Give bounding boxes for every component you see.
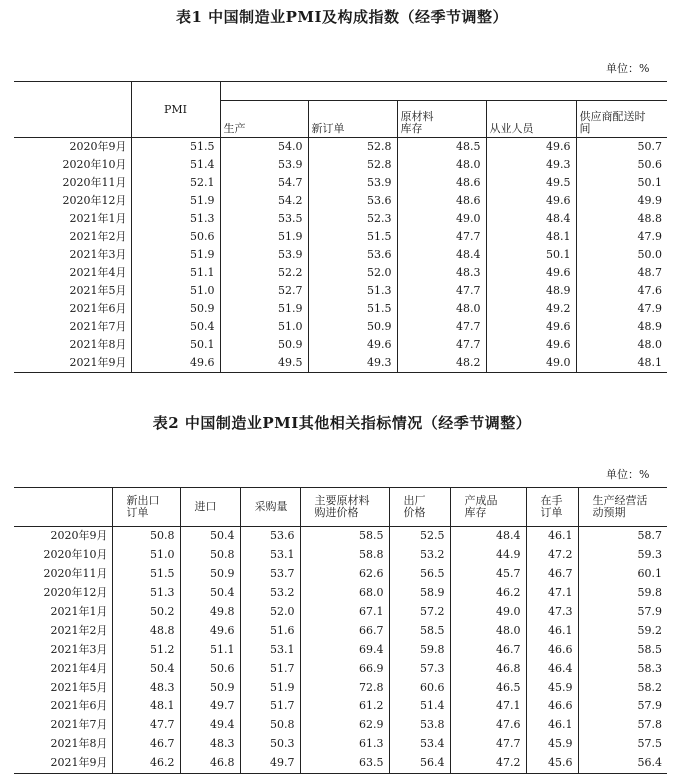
table-cell: 59.8: [578, 584, 667, 603]
table-cell: 48.1: [576, 354, 667, 373]
table-cell: 62.9: [300, 716, 389, 735]
table-cell: 49.6: [486, 264, 576, 282]
table-cell: 51.0: [112, 546, 180, 565]
table-row: [14, 210, 667, 228]
table-cell: 51.1: [131, 264, 220, 282]
column-header: 产成品 库存: [450, 488, 526, 527]
table-cell: 51.6: [240, 621, 300, 640]
table-cell: 52.7: [220, 282, 308, 300]
table-cell: 51.9: [220, 300, 308, 318]
table-cell: 62.6: [300, 565, 389, 584]
table-cell: 46.1: [526, 527, 578, 546]
table-cell: 52.8: [308, 156, 397, 174]
row-date: 2021年6月: [50, 699, 108, 713]
date-header: [14, 488, 112, 527]
supplier-delivery-header: 供应商配送时 间: [576, 101, 667, 138]
table-cell: 50.9: [220, 336, 308, 354]
table-cell: 46.6: [526, 697, 578, 716]
table-cell: 48.6: [397, 174, 486, 192]
table-cell: 51.5: [112, 565, 180, 584]
column-header: 出厂 价格: [389, 488, 450, 527]
table-cell: 53.7: [240, 565, 300, 584]
table-cell: 48.0: [397, 156, 486, 174]
table-cell: 58.2: [578, 678, 667, 697]
table-cell: 52.0: [308, 264, 397, 282]
table-cell: 68.0: [300, 584, 389, 603]
table-cell: 44.9: [450, 546, 526, 565]
date-header: [14, 82, 131, 138]
row-date: 2020年10月: [62, 158, 127, 171]
table-row: [14, 336, 667, 354]
table-cell: 66.7: [300, 621, 389, 640]
table-cell: 51.7: [240, 659, 300, 678]
column-header: 新出口 订单: [112, 488, 180, 527]
table-row: [14, 228, 667, 246]
table-cell: 53.2: [389, 546, 450, 565]
table-row: [14, 603, 667, 622]
table-cell: 50.2: [112, 603, 180, 622]
table-cell: 50.1: [131, 336, 220, 354]
table-row: [14, 697, 667, 716]
table-cell: 49.0: [397, 210, 486, 228]
table-cell: 50.1: [486, 246, 576, 264]
table-cell: 58.5: [389, 621, 450, 640]
table-cell: 48.6: [397, 192, 486, 210]
column-header: 主要原材料 购进价格: [300, 488, 389, 527]
table-cell: 46.2: [450, 584, 526, 603]
row-date: 2021年1月: [50, 605, 108, 618]
table-cell: 58.5: [300, 527, 389, 546]
table-cell: 47.7: [397, 228, 486, 246]
table-cell: 53.4: [389, 735, 450, 754]
table-cell: 51.5: [308, 228, 397, 246]
table-cell: 47.7: [397, 282, 486, 300]
pmi-header: PMI: [131, 82, 220, 138]
table-cell: 48.8: [576, 210, 667, 228]
table-row: [14, 584, 667, 603]
table-row: [14, 138, 667, 157]
table-cell: 47.9: [576, 228, 667, 246]
table-cell: 63.5: [300, 754, 389, 773]
table-cell: 54.7: [220, 174, 308, 192]
table-cell: 69.4: [300, 640, 389, 659]
table-row: [14, 156, 667, 174]
table-cell: 48.7: [576, 264, 667, 282]
table-cell: 50.4: [180, 527, 240, 546]
table-cell: 48.9: [576, 318, 667, 336]
table-cell: 49.5: [220, 354, 308, 373]
table-cell: 48.4: [397, 246, 486, 264]
pmi-composition-table: [14, 81, 667, 373]
table-cell: 56.4: [389, 754, 450, 773]
table-cell: 48.2: [397, 354, 486, 373]
table-cell: 49.6: [308, 336, 397, 354]
table-cell: 67.1: [300, 603, 389, 622]
table-cell: 50.4: [112, 659, 180, 678]
table-cell: 49.5: [486, 174, 576, 192]
table-cell: 49.8: [180, 603, 240, 622]
table-row: [14, 264, 667, 282]
column-header: 在手 订单: [526, 488, 578, 527]
table-cell: 50.0: [576, 246, 667, 264]
table-cell: 52.2: [220, 264, 308, 282]
row-date: 2020年9月: [69, 140, 127, 153]
table-cell: 50.6: [576, 156, 667, 174]
table-cell: 46.7: [112, 735, 180, 754]
row-date: 2021年3月: [69, 248, 127, 261]
table-row: [14, 246, 667, 264]
table-cell: 57.5: [578, 735, 667, 754]
table-cell: 49.2: [486, 300, 576, 318]
table-cell: 52.8: [308, 138, 397, 157]
row-date: 2020年11月: [43, 567, 108, 581]
row-date: 2020年12月: [62, 194, 127, 207]
row-date: 2021年8月: [50, 737, 108, 751]
table-cell: 54.0: [220, 138, 308, 157]
table-cell: 46.8: [180, 754, 240, 773]
table-cell: 46.5: [450, 678, 526, 697]
table-cell: 53.9: [220, 246, 308, 264]
table-row: [14, 546, 667, 565]
pmi-other-indicators-table: [14, 487, 667, 774]
table-cell: 53.9: [220, 156, 308, 174]
table-row: [14, 282, 667, 300]
table-cell: 47.1: [526, 584, 578, 603]
table-cell: 57.8: [578, 716, 667, 735]
table-cell: 57.3: [389, 659, 450, 678]
production-header: 生产: [220, 101, 308, 138]
table-cell: 47.6: [576, 282, 667, 300]
table-cell: 56.5: [389, 565, 450, 584]
table-cell: 50.7: [576, 138, 667, 157]
table-cell: 51.2: [112, 640, 180, 659]
table-cell: 47.7: [397, 336, 486, 354]
row-date: 2020年10月: [43, 548, 108, 562]
table-cell: 51.0: [220, 318, 308, 336]
table-cell: 59.2: [578, 621, 667, 640]
table-row: [14, 565, 667, 584]
table-cell: 58.8: [300, 546, 389, 565]
table-row: [14, 754, 667, 773]
table-cell: 50.3: [240, 735, 300, 754]
table-row: [14, 659, 667, 678]
table-cell: 51.9: [220, 228, 308, 246]
table-cell: 48.4: [486, 210, 576, 228]
table-cell: 45.9: [526, 735, 578, 754]
table-cell: 58.5: [578, 640, 667, 659]
table-cell: 58.7: [578, 527, 667, 546]
new-orders-header: 新订单: [308, 101, 397, 138]
table-cell: 53.1: [240, 640, 300, 659]
table-cell: 48.0: [450, 621, 526, 640]
table-cell: 48.1: [486, 228, 576, 246]
table-cell: 45.9: [526, 678, 578, 697]
table-cell: 49.6: [486, 336, 576, 354]
table-cell: 51.3: [131, 210, 220, 228]
table-cell: 53.1: [240, 546, 300, 565]
row-date: 2021年5月: [69, 284, 127, 297]
table-cell: 47.1: [450, 697, 526, 716]
table-cell: 51.3: [308, 282, 397, 300]
table-cell: 50.9: [180, 678, 240, 697]
table-cell: 48.3: [112, 678, 180, 697]
table-cell: 50.4: [131, 318, 220, 336]
row-date: 2021年6月: [69, 302, 127, 315]
table-cell: 51.5: [131, 138, 220, 157]
table-cell: 57.9: [578, 697, 667, 716]
column-header: 进口: [180, 488, 240, 527]
table-cell: 49.0: [486, 354, 576, 373]
row-date: 2021年3月: [50, 642, 108, 656]
table-row: [14, 354, 667, 373]
table-cell: 51.0: [131, 282, 220, 300]
table2-body: [14, 527, 667, 774]
row-date: 2021年4月: [69, 266, 127, 279]
table-cell: 72.8: [300, 678, 389, 697]
table-cell: 53.5: [220, 210, 308, 228]
table-cell: 47.7: [112, 716, 180, 735]
table1-unit: 单位：%: [606, 62, 650, 75]
table-cell: 49.9: [576, 192, 667, 210]
table-cell: 48.3: [180, 735, 240, 754]
table-cell: 48.0: [576, 336, 667, 354]
table-row: [14, 716, 667, 735]
table-cell: 59.3: [578, 546, 667, 565]
table-cell: 49.7: [180, 697, 240, 716]
table-cell: 48.9: [486, 282, 576, 300]
table-cell: 53.9: [308, 174, 397, 192]
row-date: 2021年5月: [50, 680, 108, 694]
table-cell: 45.7: [450, 565, 526, 584]
table-cell: 51.4: [131, 156, 220, 174]
table-cell: 49.6: [486, 138, 576, 157]
table-cell: 46.4: [526, 659, 578, 678]
table-cell: 53.6: [308, 246, 397, 264]
table-cell: 61.3: [300, 735, 389, 754]
table-cell: 58.9: [389, 584, 450, 603]
table-row: [14, 192, 667, 210]
table-cell: 48.0: [397, 300, 486, 318]
table-cell: 51.7: [240, 697, 300, 716]
column-header: 生产经营活 动预期: [578, 488, 667, 527]
row-date: 2021年9月: [69, 356, 127, 369]
table-cell: 46.1: [526, 716, 578, 735]
table-cell: 58.3: [578, 659, 667, 678]
table-cell: 51.5: [308, 300, 397, 318]
row-date: 2021年8月: [69, 338, 127, 351]
table-cell: 49.6: [486, 318, 576, 336]
table-cell: 47.9: [576, 300, 667, 318]
table-cell: 51.1: [180, 640, 240, 659]
table-cell: 51.3: [112, 584, 180, 603]
table-row: [14, 527, 667, 546]
table-cell: 51.4: [389, 697, 450, 716]
table2-unit: 单位：%: [606, 468, 650, 481]
table-cell: 46.6: [526, 640, 578, 659]
table-row: [14, 735, 667, 754]
table-cell: 57.9: [578, 603, 667, 622]
table-cell: 53.2: [240, 584, 300, 603]
table-row: [14, 621, 667, 640]
table-cell: 50.8: [180, 546, 240, 565]
components-group-header: [220, 82, 667, 101]
table-cell: 47.6: [450, 716, 526, 735]
row-date: 2021年9月: [50, 756, 108, 770]
table-cell: 47.3: [526, 603, 578, 622]
table-cell: 46.2: [112, 754, 180, 773]
column-header: 采购量: [240, 488, 300, 527]
table-cell: 60.1: [578, 565, 667, 584]
table-cell: 50.6: [180, 659, 240, 678]
table-cell: 49.3: [308, 354, 397, 373]
table-cell: 49.3: [486, 156, 576, 174]
table-cell: 49.6: [180, 621, 240, 640]
table1-title: 表1 中国制造业PMI及构成指数（经季节调整）: [175, 8, 509, 26]
table-cell: 51.9: [240, 678, 300, 697]
table-cell: 46.7: [526, 565, 578, 584]
table-cell: 52.0: [240, 603, 300, 622]
table-row: [14, 300, 667, 318]
table-cell: 54.2: [220, 192, 308, 210]
table-cell: 52.5: [389, 527, 450, 546]
table-cell: 53.8: [389, 716, 450, 735]
row-date: 2021年4月: [50, 661, 108, 675]
table-cell: 51.9: [131, 192, 220, 210]
table-cell: 50.4: [180, 584, 240, 603]
table-cell: 59.8: [389, 640, 450, 659]
table-cell: 46.8: [450, 659, 526, 678]
row-date: 2021年2月: [50, 623, 108, 637]
table-cell: 47.7: [450, 735, 526, 754]
table-row: [14, 640, 667, 659]
table-cell: 47.2: [450, 754, 526, 773]
table-cell: 60.6: [389, 678, 450, 697]
table-cell: 52.3: [308, 210, 397, 228]
table-cell: 46.1: [526, 621, 578, 640]
table-cell: 45.6: [526, 754, 578, 773]
table-cell: 49.6: [131, 354, 220, 373]
table-cell: 48.1: [112, 697, 180, 716]
table-cell: 50.9: [308, 318, 397, 336]
table-cell: 49.0: [450, 603, 526, 622]
table-cell: 47.2: [526, 546, 578, 565]
table-cell: 50.9: [180, 565, 240, 584]
table-cell: 50.1: [576, 174, 667, 192]
table-row: [14, 678, 667, 697]
table-cell: 49.4: [180, 716, 240, 735]
table1-body: [14, 138, 667, 373]
table-cell: 51.9: [131, 246, 220, 264]
table-cell: 48.5: [397, 138, 486, 157]
raw-material-inventory-header: 原材料 库存: [397, 101, 486, 138]
table-cell: 53.6: [308, 192, 397, 210]
row-date: 2021年1月: [69, 212, 127, 225]
table-row: [14, 318, 667, 336]
table-cell: 48.4: [450, 527, 526, 546]
table-cell: 48.3: [397, 264, 486, 282]
table-cell: 66.9: [300, 659, 389, 678]
table-cell: 57.2: [389, 603, 450, 622]
table-cell: 49.7: [240, 754, 300, 773]
table-cell: 46.7: [450, 640, 526, 659]
table2-title: 表2 中国制造业PMI其他相关指标情况（经季节调整）: [152, 414, 532, 432]
table-cell: 56.4: [578, 754, 667, 773]
table-cell: 50.9: [131, 300, 220, 318]
row-date: 2021年7月: [50, 718, 108, 732]
employment-header: 从业人员: [486, 101, 576, 138]
table-cell: 50.8: [240, 716, 300, 735]
table-cell: 50.6: [131, 228, 220, 246]
table-cell: 47.7: [397, 318, 486, 336]
row-date: 2020年11月: [62, 176, 127, 189]
table-cell: 52.1: [131, 174, 220, 192]
table-row: [14, 174, 667, 192]
table-cell: 49.6: [486, 192, 576, 210]
table-cell: 61.2: [300, 697, 389, 716]
table-cell: 50.8: [112, 527, 180, 546]
table-cell: 48.8: [112, 621, 180, 640]
table-cell: 53.6: [240, 527, 300, 546]
row-date: 2021年7月: [69, 320, 127, 333]
row-date: 2021年2月: [69, 230, 127, 243]
row-date: 2020年12月: [43, 586, 108, 600]
row-date: 2020年9月: [50, 529, 108, 543]
